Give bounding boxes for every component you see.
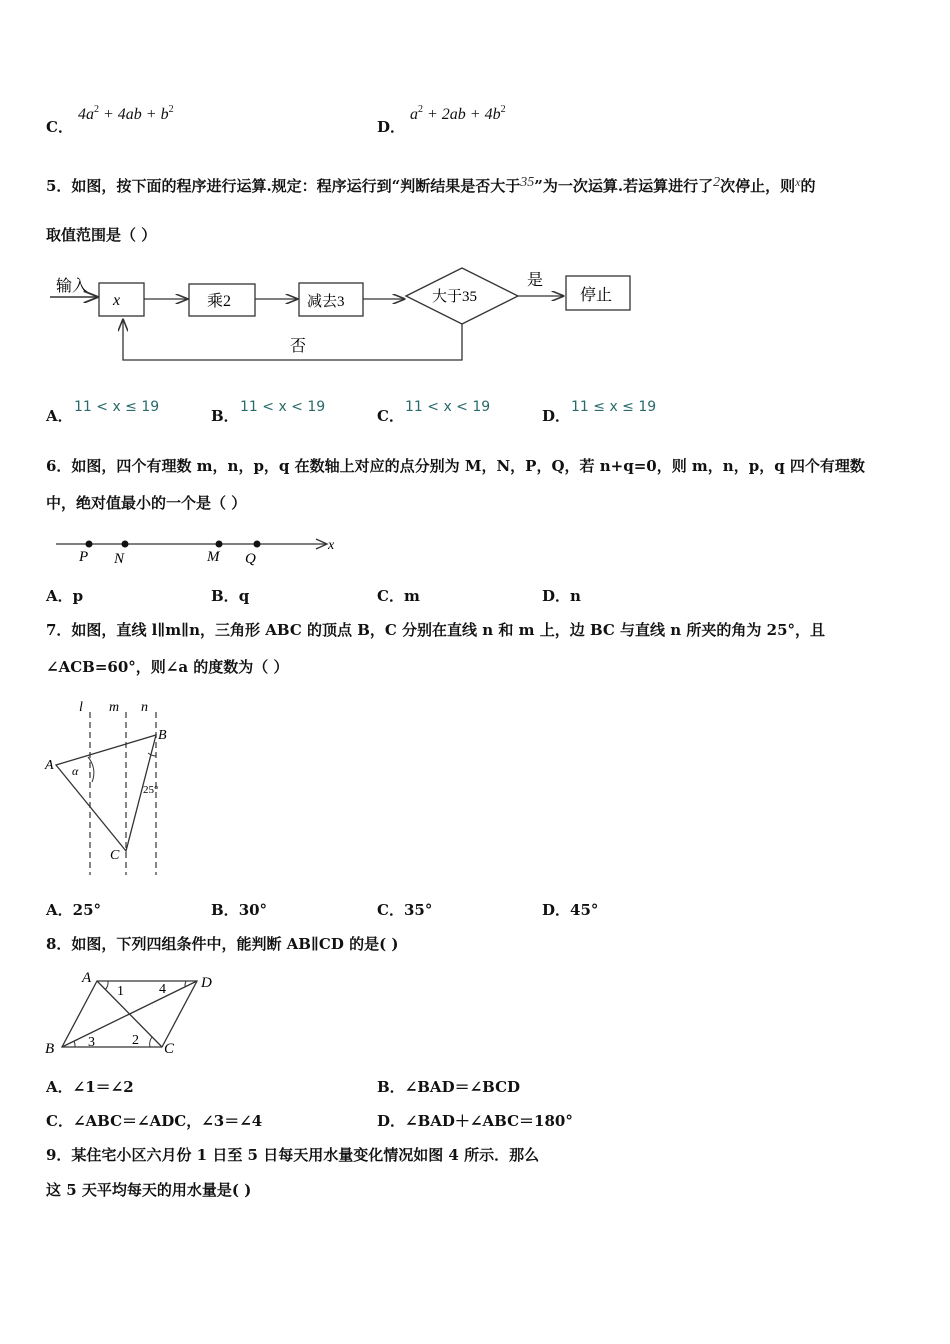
q6-stem-line1: 6．如图，四个有理数 m，n，p，q 在数轴上对应的点分别为 M，N，P，Q，若 n+q=0，则 m，n，p，q 四个有理数: [46, 457, 865, 475]
q5-text: 5．如图，按下面的程序进行运算.规定：程序运行到“判断结果是否大于: [46, 177, 521, 195]
option-label: D．: [542, 587, 571, 605]
q5-text: 次停止，则: [720, 177, 796, 195]
angle-2-label: 2: [132, 1033, 139, 1048]
vertex-b: B: [45, 1041, 55, 1057]
point-q-label: Q: [245, 551, 256, 567]
point-n-label: N: [114, 551, 125, 567]
option-value: 35°: [403, 901, 433, 919]
option-value: q: [238, 587, 250, 605]
option-label: A．: [46, 1078, 73, 1096]
angle-25-label: 25°: [143, 784, 159, 796]
angle-1-label: 1: [117, 984, 124, 999]
expr-sup: 2: [418, 104, 423, 115]
q7-stem-line2: ∠ACB=60°，则∠a 的度数为（ ）: [46, 658, 289, 676]
expr-part: + 4ab + b: [99, 106, 169, 123]
expr-sup: 2: [94, 104, 99, 115]
angle-1-arc: [105, 981, 108, 990]
flow-input-label: 输入: [56, 278, 89, 295]
angle-3-arc: [74, 1041, 75, 1047]
expr-sup: 2: [168, 104, 174, 115]
flow-diamond-label: 大于35: [432, 289, 478, 305]
option-label: C．: [377, 407, 404, 425]
option-label: C．: [46, 118, 73, 136]
vertex-b: B: [158, 728, 167, 743]
label-m: m: [109, 700, 120, 715]
option-value: m: [403, 587, 420, 605]
flow-no-label: 否: [290, 338, 307, 355]
option-label: D．: [377, 118, 406, 136]
q8-option-d: [377, 1110, 573, 1131]
option-value: 25°: [72, 901, 102, 919]
angle-2-arc: [150, 1037, 152, 1047]
q8-option-c: [46, 1110, 262, 1131]
axis-label: x: [328, 538, 335, 553]
option-label: A．: [46, 407, 73, 425]
point-p-label: P: [79, 549, 89, 565]
option-label: C．: [377, 587, 404, 605]
flow-box-multiply-label: 乘2: [207, 293, 232, 310]
angle-3-label: 3: [88, 1035, 95, 1050]
flow-box-x-label: x: [113, 292, 121, 309]
angle-alpha-label: α: [72, 764, 79, 778]
expr-sup: 2: [500, 104, 506, 115]
q6-stem-line2: 中，绝对值最小的一个是（ ）: [46, 494, 247, 512]
q5-option-b-value: 11 < x < 19: [240, 399, 326, 415]
option-label: C．: [377, 901, 404, 919]
q5-option-a-value: 11 < x ≤ 19: [74, 399, 160, 415]
option-value: 30°: [238, 901, 268, 919]
flow-yes-label: 是: [527, 272, 544, 289]
option-value: ∠ABC＝∠ADC，∠3＝∠4: [72, 1112, 263, 1130]
option-label: D．: [542, 407, 571, 425]
q5-stem-line2: 取值范围是（ ）: [46, 226, 157, 244]
q7-stem-line1: 7．如图，直线 l∥m∥n，三角形 ABC 的顶点 B，C 分别在直线 n 和 m 上，边 BC 与直线 n 所夹的角为 25°，且: [46, 621, 826, 639]
flow-box-stop-label: 停止: [580, 287, 613, 304]
expr-part: + 2ab + 4b: [423, 106, 501, 123]
q8-option-a: [46, 1076, 134, 1097]
option-label: B．: [211, 901, 239, 919]
q8-stem-line1: 8．如图，下列四组条件中，能判断 AB∥CD 的是( ): [46, 935, 399, 953]
option-value: ∠BAD＝∠BCD: [404, 1078, 521, 1096]
angle-4-label: 4: [159, 982, 166, 997]
q5-var-x: x: [795, 175, 801, 189]
label-l: l: [79, 700, 83, 715]
q5-option-d-value: 11 ≤ x ≤ 19: [571, 399, 657, 415]
expr-part: a: [410, 106, 418, 123]
flow-box-subtract-label: 减去3: [307, 294, 345, 310]
option-label: A．: [46, 901, 73, 919]
vertex-d: D: [201, 975, 212, 991]
option-label: B．: [211, 587, 239, 605]
option-label: B．: [211, 407, 239, 425]
option-label: D．: [542, 901, 571, 919]
vertex-a: A: [82, 970, 92, 986]
q5-option-c-value: 11 < x < 19: [405, 399, 491, 415]
option-label: A．: [46, 587, 73, 605]
vertex-c: C: [110, 848, 120, 863]
option-value: n: [570, 587, 581, 605]
option-label: B．: [377, 1078, 405, 1096]
point-m-label: M: [207, 549, 220, 565]
option-value: ∠1＝∠2: [72, 1078, 134, 1096]
q9-stem-line2: 这 5 天平均每天的用水量是( ): [46, 1181, 252, 1199]
vertex-c: C: [164, 1041, 175, 1057]
diagonal-bd: [62, 981, 197, 1047]
q5-text: ”为一次运算.若运算进行了: [534, 177, 714, 195]
vertex-a: A: [45, 758, 54, 773]
label-n: n: [141, 700, 148, 715]
option-label: D．: [377, 1112, 406, 1130]
q5-num2: 2: [713, 175, 721, 190]
option-value: p: [72, 587, 84, 605]
q8-option-b: [377, 1076, 520, 1097]
option-value: 45°: [570, 901, 599, 919]
option-value: ∠BAD＋∠ABC＝180°: [405, 1112, 573, 1130]
q9-stem-line1: 9．某住宅小区六月份 1 日至 5 日每天用水量变化情况如图 4 所示．那么: [46, 1146, 540, 1164]
expr-part: 4a: [78, 106, 94, 123]
q5-num35: 35: [520, 175, 535, 190]
option-label: C．: [46, 1112, 73, 1130]
q5-text: 的: [800, 177, 816, 195]
